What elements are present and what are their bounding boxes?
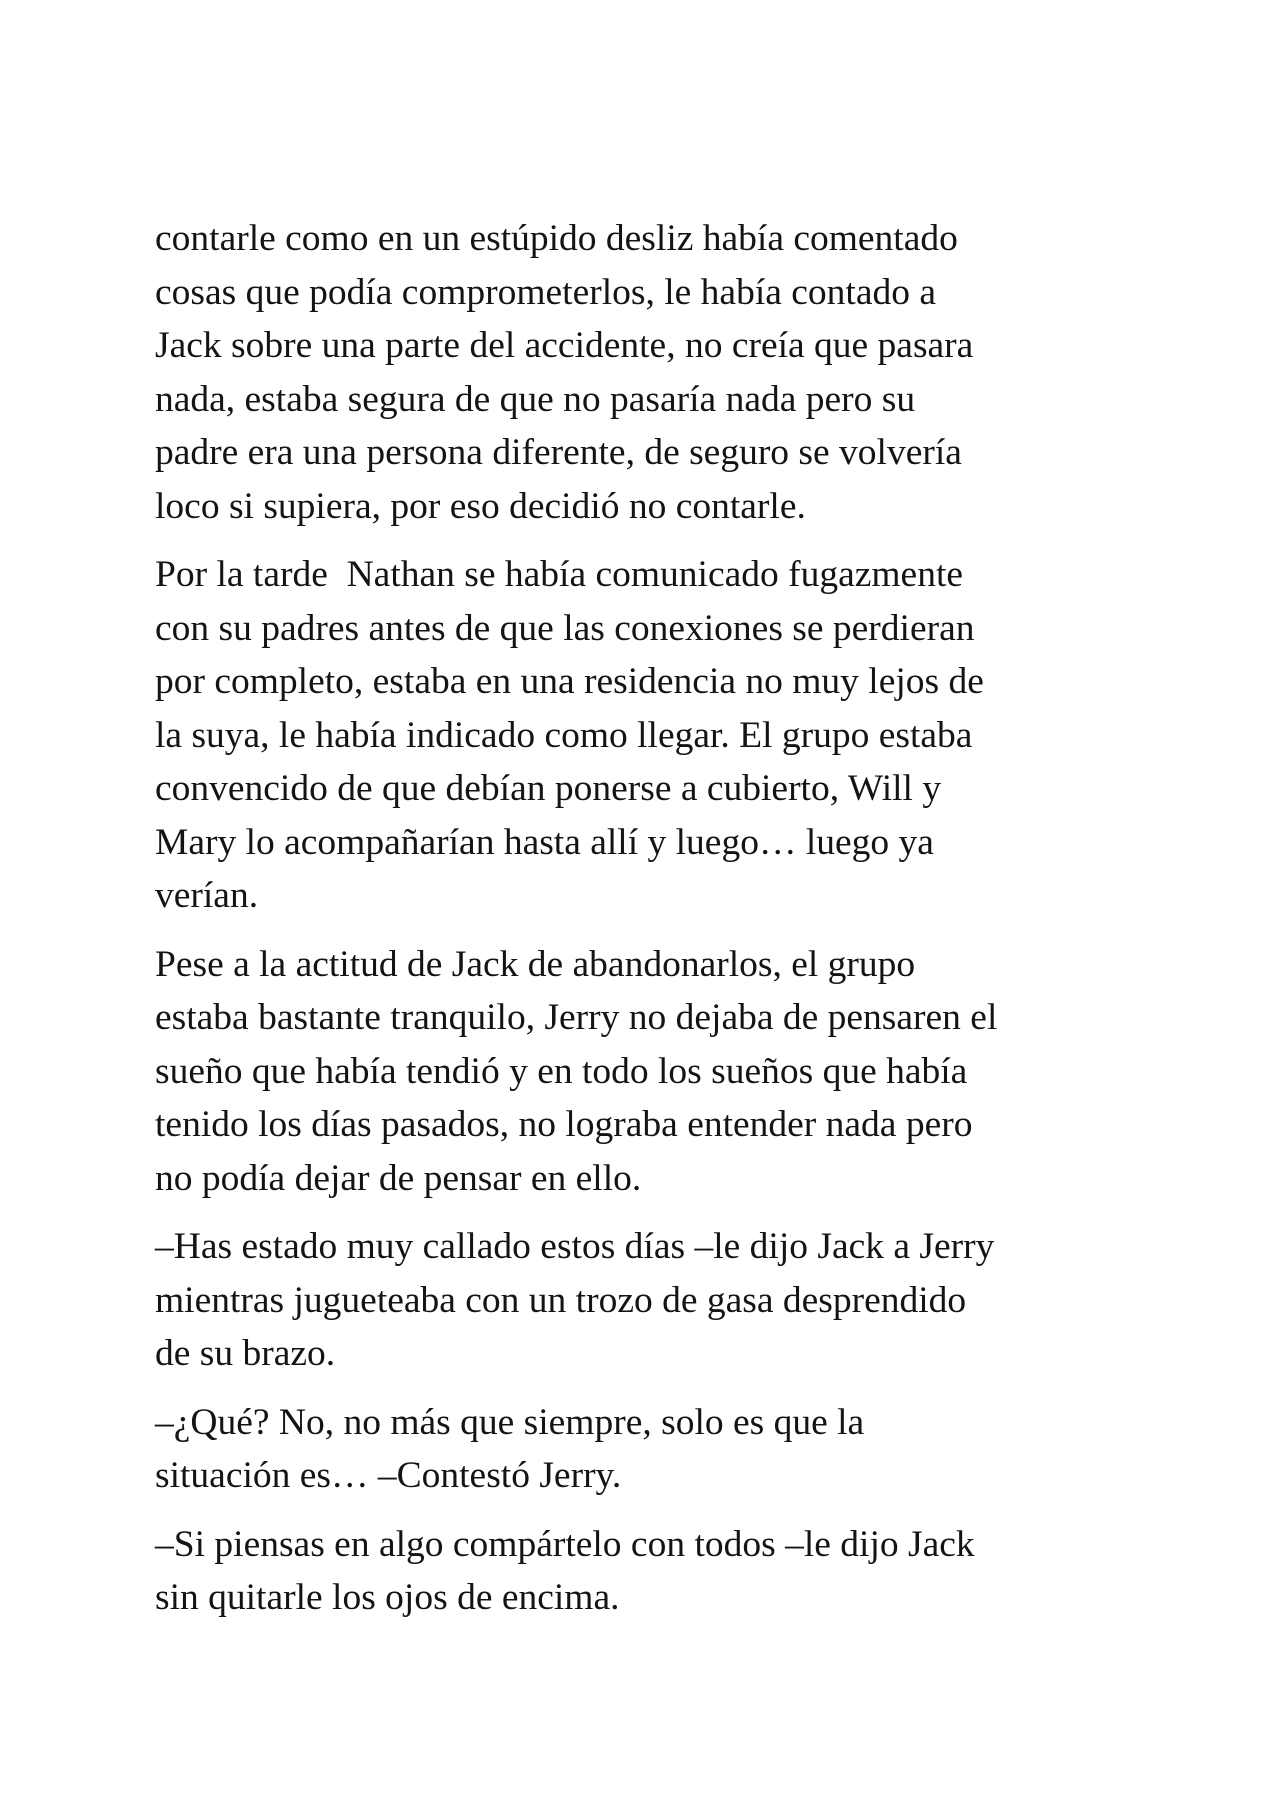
text-line: convencido de que debían ponerse a cubierto, Will y xyxy=(155,768,942,809)
text-line: sin quitarle los ojos de encima. xyxy=(155,1577,620,1618)
text-line: Pese a la actitud de Jack de abandonarlos, el grupo xyxy=(155,943,916,985)
paragraph-6-dialogue xyxy=(155,1518,1135,1625)
text-line: cosas que podía comprometerlos, le había contado a xyxy=(155,271,936,313)
text-line: no podía dejar de pensar en ello. xyxy=(155,1157,642,1199)
text-line: –¿Qué? No, no más que siempre, solo es que la xyxy=(155,1401,865,1443)
text-line: situación es… –Contestó Jerry. xyxy=(155,1455,622,1496)
text-line: nada, estaba segura de que no pasaría nada pero su xyxy=(155,378,916,420)
paragraph-2 xyxy=(155,548,1135,923)
text-line: padre era una persona diferente, de seguro se volvería xyxy=(155,432,962,473)
text-line: mientras jugueteaba con un trozo de gasa desprendido xyxy=(155,1279,967,1321)
text-line: la suya, le había indicado como llegar. El grupo estaba xyxy=(155,714,973,756)
text-line: estaba bastante tranquilo, Jerry no dejaba de pensaren el xyxy=(155,997,998,1038)
text-line: –Si piensas en algo compártelo con todos –le dijo Jack xyxy=(155,1523,975,1565)
paragraph-4-dialogue xyxy=(155,1220,1135,1381)
text-line: verían. xyxy=(155,875,259,916)
page-body-text xyxy=(155,212,1135,1640)
text-line: de su brazo. xyxy=(155,1333,336,1374)
text-line: Por la tarde Nathan se había comunicado fugazmente xyxy=(155,554,964,595)
text-line: Jack sobre una parte del accidente, no creía que pasara xyxy=(155,325,974,366)
paragraph-3 xyxy=(155,938,1135,1206)
text-line: loco si supiera, por eso decidió no contarle. xyxy=(155,485,806,527)
text-line: tenido los días pasados, no lograba entender nada pero xyxy=(155,1104,973,1145)
text-line: –Has estado muy callado estos días –le dijo Jack a Jerry xyxy=(155,1226,995,1267)
text-line: contarle como en un estúpido desliz había comentado xyxy=(155,218,958,259)
text-line: por completo, estaba en una residencia no muy lejos de xyxy=(155,661,984,702)
text-line: Mary lo acompañarían hasta allí y luego… luego ya xyxy=(155,821,934,863)
paragraph-5-dialogue xyxy=(155,1396,1135,1503)
paragraph-1 xyxy=(155,212,1135,533)
text-line: sueño que había tendió y en todo los sueños que había xyxy=(155,1050,968,1092)
text-line: con su padres antes de que las conexiones se perdieran xyxy=(155,607,975,649)
